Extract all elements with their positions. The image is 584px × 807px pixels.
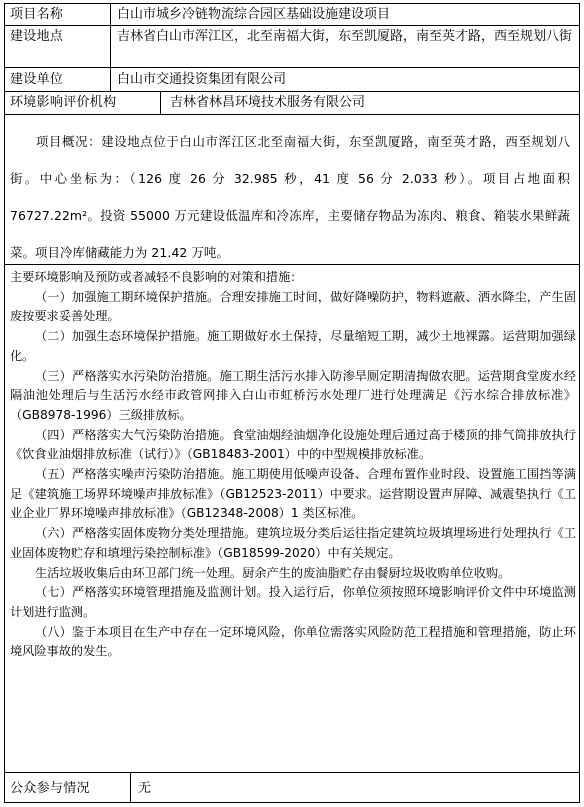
eia-approval-table [4, 3, 580, 803]
measures-section [10, 268, 576, 662]
column-divider [130, 772, 131, 803]
measure-item: （七）严格落实环境管理措施及监测计划。投入运行后，你单位须按照环境影响评价文件中环境监测计划进行监测。 [10, 585, 576, 619]
column-divider [110, 3, 111, 91]
builder-value: 白山市交通投资集团有限公司 [117, 72, 287, 87]
row-divider [4, 114, 580, 115]
measure-item: （四）严格落实大气污染防治措施。食堂油烟经油烟净化设施处理后通过高于楼顶的排气筒排放执行《饮食业油烟排放标准（试行）》（GB18483-2001）中的中型规模排放标准。 [10, 427, 576, 462]
row-divider [4, 67, 580, 68]
row-divider [4, 772, 580, 773]
location-label: 建设地点 [10, 29, 64, 44]
measure-item: 生活垃圾收集后由环卫部门统一处理。厨余产生的废油脂贮存由餐厨垃圾收购单位收购。 [35, 565, 511, 580]
project-name-value: 白山市城乡冷链物流综合园区基础设施建设项目 [117, 7, 391, 22]
public-participation-value: 无 [138, 781, 152, 796]
row-divider [4, 25, 580, 26]
measure-item: （六）严格落实固体废物分类处理措施。建筑垃圾分类后运往指定建筑垃圾填埋场进行处理执行《工业固体废物贮存和填埋污染控制标准》（GB18599-2020）中有关规定。 [10, 526, 576, 560]
measure-item: （五）严格落实噪声污染防治措施。施工期使用低噪声设备、合理布置作业时段、设置施工围挡等满足《建筑施工场界环境噪声排放标准》（GB12523-2011）中要求。运营期设置声屏障、减震垫执行《工业企业厂界环境噪声排放标准》（GB12348-2008）1 类区标准。 [10, 467, 576, 521]
column-divider [160, 91, 161, 114]
measure-item: （二）加强生态环境保护措施。施工期做好水土保持，尽量缩短工期，减少土地裸露。运营期加强绿化。 [10, 329, 576, 363]
measure-item: （一）加强施工期环境保护措施。合理安排施工时间，做好降噪防护，物料遮蔽、洒水降尘，产生固废按要求妥善处理。 [10, 289, 576, 324]
builder-label: 建设单位 [10, 72, 64, 87]
project-summary: 项目概况：建设地点位于白山市浑江区北至南福大街，东至凯厦路，南至英才路，西至规划八街。中心坐标为：（126 度 26 分 32.985 秒，41 度 56 分 2.033 秒）。项目占地面积 76727.22m²。投资 55000 万元建设低温库和冷冻库，主要储存物品为冻肉、粮食、箱装水果鲜蔬菜。项目冷库储藏能力为 21.42 万吨。 [10, 134, 570, 260]
measure-item: （八）鉴于本项目在生产中存在一定环境风险，你单位需落实风险防范工程措施和管理措施，防止环境风险事故的发生。 [10, 624, 576, 659]
eia-agency-value: 吉林省林昌环境技术服务有限公司 [170, 95, 366, 110]
eia-agency-label: 环境影响评价机构 [10, 95, 117, 110]
row-divider [4, 91, 580, 92]
location-value: 吉林省白山市浑江区，北至南福大街，东至凯厦路，南至英才路，西至规划八街 [117, 29, 573, 44]
measures-heading: 主要环境影响及预防或者减轻不良影响的对策和措施： [10, 270, 303, 284]
measure-item: （三）严格落实水污染防治措施。施工期生活污水排入防渗旱厕定期清掏做农肥。运营期食堂废水经隔油池处理后与生活污水经市政管网排入白山市虹桥污水处理厂进行处理满足《污水综合排放标准》（GB8978-1996）三级排放标。 [10, 368, 576, 422]
public-participation-label: 公众参与情况 [10, 781, 90, 796]
project-name-label: 项目名称 [10, 7, 64, 22]
